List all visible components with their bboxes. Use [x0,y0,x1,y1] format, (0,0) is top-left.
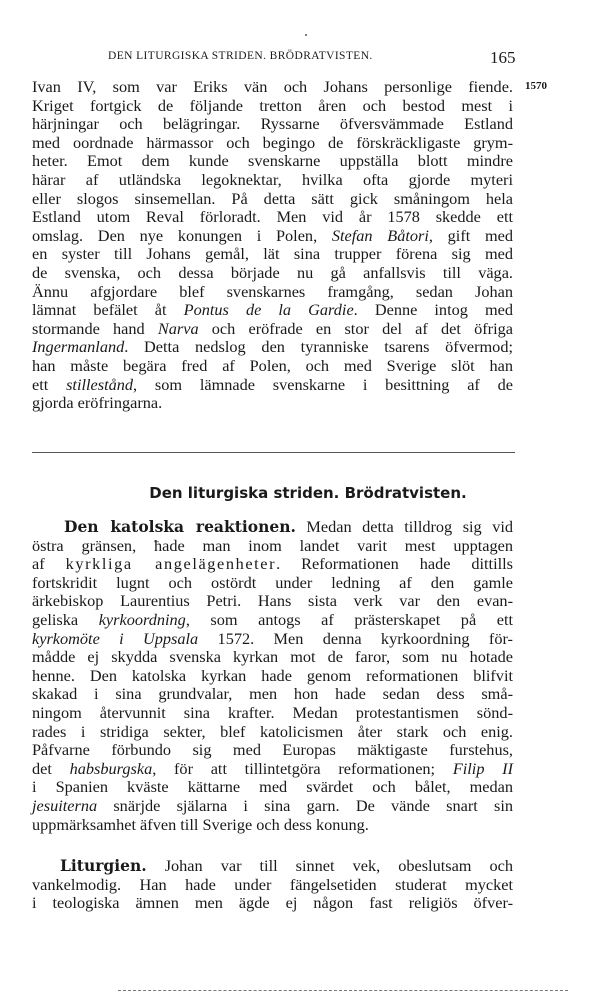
text-run: af [32,554,45,574]
text-line [32,518,513,537]
text-run: Johan var till sinnet vek, obeslutsam och [164,856,513,875]
text-line [32,555,513,574]
text-line: vankelmodig. Han hade under fängelsetiden studerat mycket [32,874,513,894]
italic-place: Ingermanland [32,337,125,357]
paragraph-liturgy [32,857,513,913]
text-line: han måste begära fred af Polen, och med Sverige slöt han [32,355,513,375]
italic-name: Stefan Båtori [331,225,429,245]
text-line: ärkebiskop Laurentius Petri. Hans sista verk var den evan- [32,591,513,611]
italic-term: jesuiterna [32,795,98,815]
text-line: härar af utländska legoknektar, hvilka ofta gjorde myteri [32,169,513,189]
run-in-heading: Den katolska reaktionen. [64,517,296,536]
run-in-heading: Liturgien. [60,856,147,875]
text-line: Estland utom Reval förloradt. Men vid år 1578 skedde ett [32,207,513,227]
italic-term: stillestånd [66,374,134,394]
text-line: i teologiska ämnen men ägde ej någon fast religiös öfver- [32,893,513,913]
text-line: gjorda eröfringarna. [32,393,163,413]
text-line: Kriget fortgick de följande tretton åren och bestod mest i [32,95,513,115]
page-number: 165 [490,48,516,67]
text-line [32,301,513,320]
text-run: Medan detta tilldrog sig vid [306,517,513,536]
text-line [32,797,513,816]
text-run: , för att tillintetgöra reformationen; [152,758,436,778]
text-line [32,320,513,339]
text-run: ħade man inom landet varit mest upptagen [153,535,514,555]
text-line: eller slogos sinsemellan. På detta sätt gick småningom hela [32,188,513,208]
text-run: . Reformationen hade dittills [276,554,513,574]
text-run: geliska [32,609,79,629]
text-run: lämnat befälet åt [32,300,167,320]
text-run: , gift med [428,225,514,245]
text-run: stormande hand [32,318,145,338]
paragraph-catholic-reaction [32,518,513,834]
running-header [0,48,616,68]
text-run: , som lämnade svenskarne i besittning af de [133,374,513,394]
italic-term: kyrkomöte i Uppsala [32,628,199,648]
text-line: fortskridit lugnt och ostördt under ledning af den gamle [32,572,513,592]
italic-place: Narva [157,318,199,338]
text-line [32,630,513,649]
paragraph-war-with-russia [32,78,513,413]
text-run: östra gränsen, [32,535,137,555]
page-speck [305,34,307,36]
text-line: Ivan IV, som var Eriks vän och Johans personlige fiende. [32,77,513,96]
margin-year-note: 1570 [525,80,547,92]
text-line: de svenska, och dessa började nu gå anfallsvis till väga. [32,262,513,282]
text-line [32,537,513,556]
text-line: mådde ej skydda svenska kyrkan mot de faror, som nu hotade [32,647,513,667]
text-run: snärjde själarna i sina garn. De vände snart sin [113,795,513,815]
text-line: med oordnade härmassor och begingo de förskräckligaste grym- [32,132,513,152]
text-line: skakad i sina grundvalar, men hon hade sedan dess små- [32,684,513,704]
text-run: 1572. Men denna kyrkoordning för- [217,628,513,648]
text-line: en syster till Johans gemål, lät sina trupper förena sig med [32,244,513,264]
text-run: ett [32,374,49,394]
italic-term: kyrkoordning [98,609,186,629]
text-line: Ännu afgjordare blef svenskarnes framgång, sedan Johan [32,281,513,301]
text-line: heter. Emot dem kunde svenskarne uppställa blott mindre [32,151,513,171]
text-line [32,376,513,395]
spaced-term: kyrkliga angelägenheter [65,554,277,574]
running-title: DEN LITURGISKA STRIDEN. BRÖDRATVISTEN. [108,50,373,62]
italic-name: Filip II [452,758,514,778]
text-line: ningom återvunnit sina krafter. Medan protestantismen sönd- [32,702,513,722]
text-line: rades i stridiga sekter, blef katolicismen åter stark och enig. [32,721,513,741]
bottom-edge-marks [118,990,568,991]
text-line [32,227,513,246]
text-line: i Spanien kväste kättarne med svärdet och bålet, medan [32,777,513,797]
text-line: henne. Den katolska kyrkan hade genom reformationen blifvit [32,665,513,685]
text-run: . Detta nedslog den tyranniske tsarens öfvermod; [124,337,513,357]
italic-name: Pontus de la Gardie [183,300,354,320]
text-line [32,760,513,779]
italic-term: habsburgska [69,758,153,778]
text-run: omslag. Den nye konungen i Polen, [32,225,318,245]
text-line [32,338,513,357]
text-run: . Denne intog med [353,300,513,320]
text-run: det [32,758,52,778]
section-divider [32,452,515,453]
section-heading: Den liturgiska striden. Brödratvisten. [149,484,467,502]
text-line: uppmärksamhet äfven till Sverige och dess konung. [32,814,369,834]
text-line [32,857,513,876]
text-run: och eröfrade en stor del af det öfriga [211,318,513,338]
text-line [32,611,513,630]
text-line: Påfvarne förbundo sig med Europas mäktigaste furstehus, [32,740,513,760]
text-line: härjningar och belägringar. Ryssarne öfversvämmade Estland [32,114,513,134]
text-run: , som antogs af prästerskapet på ett [185,609,513,629]
